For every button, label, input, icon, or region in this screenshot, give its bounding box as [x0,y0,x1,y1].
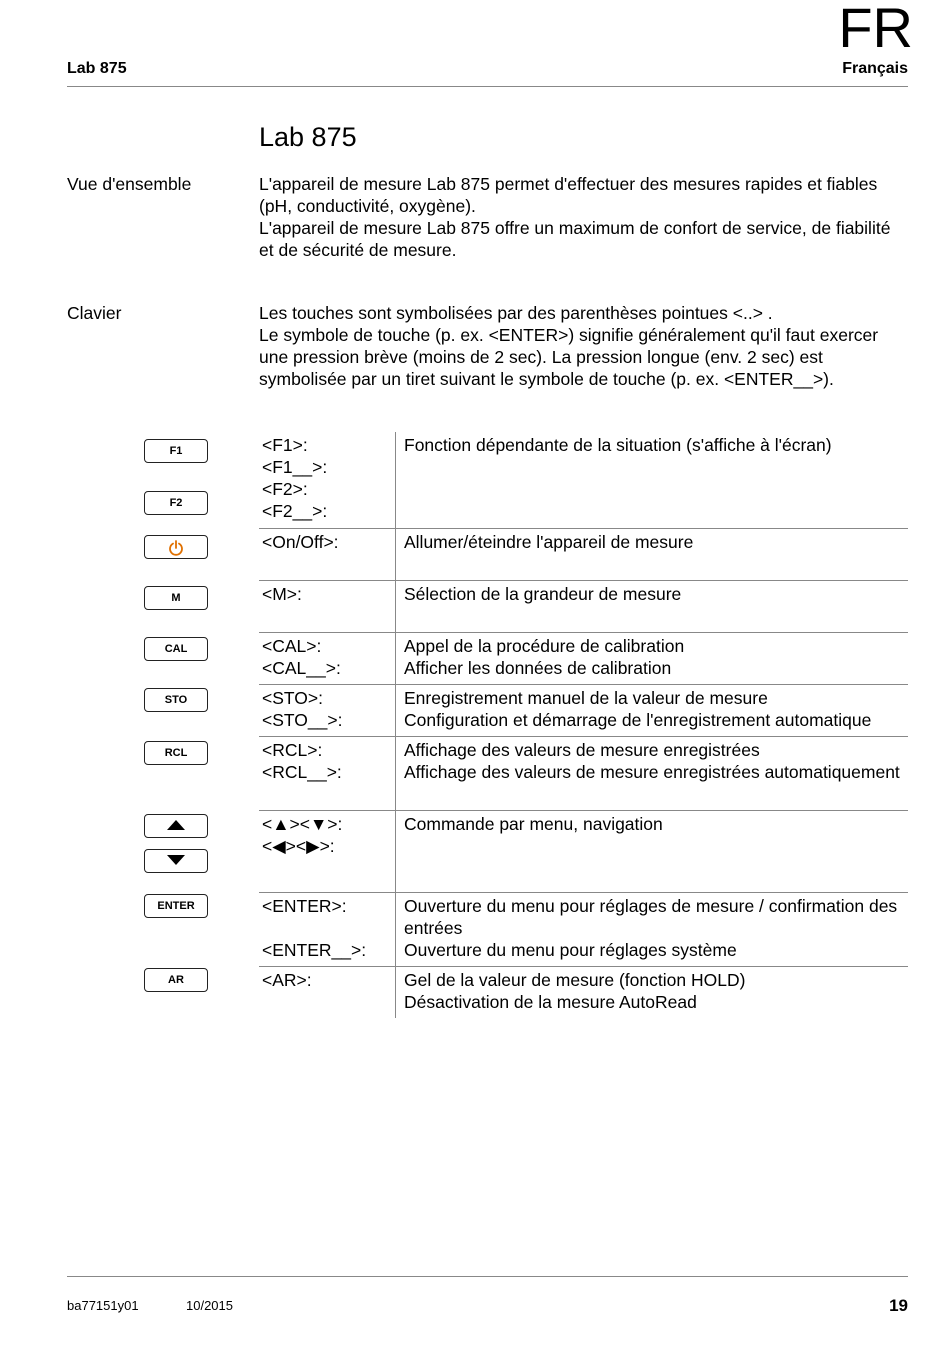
key-cell [259,893,395,966]
key-cell [259,432,395,528]
keyboard-label: Clavier [67,303,122,323]
key-description: Allumer/éteindre l'appareil de mesure [404,532,694,552]
key-row-ar [259,967,908,1018]
overview-line-2: L'appareil de mesure Lab 875 offre un maximum de confort de service, de fiabilité et de sécurité de mesure. [259,218,891,260]
key-label: <F1>: [262,435,308,455]
footer-rule [67,1276,908,1277]
ar-key[interactable]: AR [144,968,208,992]
language-code: FR [838,0,913,59]
key-description: Affichage des valeurs de mesure enregistrées [404,740,760,760]
key-label: <STO__>: [262,710,343,730]
key-row-enter [259,893,908,967]
key-description: Afficher les données de calibration [404,658,672,678]
key-label: <RCL>: [262,740,323,760]
key-label: <RCL__>: [262,762,342,782]
page-title: Lab 875 [259,122,357,152]
rcl-key[interactable]: RCL [144,741,208,765]
keyboard-line-2: Le symbole de touche (p. ex. <ENTER>) signifie généralement qu'il faut exercer une pression brève (moins de 2 sec). La pression longue (env. 2 sec) est symbolisée par un tiret suivant le symbole de touche (p. ex. <ENTER__>). [259,325,879,389]
key-cell [259,529,395,580]
key-label: <F2>: [262,479,308,499]
f1-key[interactable]: F1 [144,439,208,463]
key-cell [259,581,395,632]
overview-label: Vue d'ensemble [67,174,192,194]
enter-key[interactable]: ENTER [144,894,208,918]
overview-text [259,173,909,261]
page-number: 19 [889,1296,908,1315]
key-row-sto [259,685,908,737]
key-description: Ouverture du menu pour réglages de mesure / confirmation des entrées [404,896,898,938]
down-key[interactable] [144,849,208,873]
power-icon [168,540,184,556]
power-key[interactable] [144,535,208,559]
key-label: <◀><▶>: [262,836,335,856]
header-rule [67,86,908,87]
header-language: Français [842,60,908,77]
sto-key[interactable]: STO [144,688,208,712]
key-label: <F2__>: [262,501,328,521]
desc-cell [395,685,908,736]
cal-key[interactable]: CAL [144,637,208,661]
key-label: <On/Off>: [262,532,339,552]
desc-cell [395,432,908,528]
key-label: <▲><▼>: [262,814,343,834]
key-label: <CAL>: [262,636,322,656]
overview-line-1: L'appareil de mesure Lab 875 permet d'effectuer des mesures rapides et fiables (pH, conductivité, oxygène). [259,174,878,216]
key-description: Fonction dépendante de la situation (s'affiche à l'écran) [404,435,832,455]
key-cell [259,967,395,1018]
key-cell [259,685,395,736]
key-description: Ouverture du menu pour réglages système [404,940,737,960]
header-product: Lab 875 [67,60,127,77]
footer-date: 10/2015 [186,1298,233,1313]
triangle-up-icon [166,819,186,831]
desc-cell [395,633,908,684]
desc-cell [395,529,908,580]
up-key[interactable] [144,814,208,838]
key-label: <M>: [262,584,302,604]
desc-cell [395,967,908,1018]
f2-key[interactable]: F2 [144,491,208,515]
key-description: Affichage des valeurs de mesure enregistrées automatiquement [404,762,900,782]
key-description: Configuration et démarrage de l'enregistrement automatique [404,710,872,730]
key-description: Sélection de la grandeur de mesure [404,584,682,604]
desc-cell [395,737,908,810]
key-label: <CAL__>: [262,658,341,678]
desc-cell [395,581,908,632]
key-cell [259,737,395,810]
key-row-nav [259,811,908,893]
key-row-f [259,432,908,529]
key-description: Désactivation de la mesure AutoRead [404,992,697,1012]
key-description: Gel de la valeur de mesure (fonction HOLD) [404,970,746,990]
desc-cell [395,893,908,966]
m-key[interactable]: M [144,586,208,610]
key-label: <STO>: [262,688,323,708]
key-description: Commande par menu, navigation [404,814,663,834]
key-row-onoff [259,529,908,581]
triangle-down-icon [166,854,186,866]
key-table [259,432,908,1018]
key-cell [259,811,395,892]
key-label: <ENTER__>: [262,940,367,960]
key-label: <F1__>: [262,457,328,477]
key-spacer [262,917,395,939]
key-row-rcl [259,737,908,811]
key-label: <AR>: [262,970,312,990]
keyboard-line-1: Les touches sont symbolisées par des parenthèses pointues <..> . [259,303,773,323]
key-label: <ENTER>: [262,896,347,916]
key-row-m [259,581,908,633]
keyboard-text [259,302,909,390]
footer-doc-id: ba77151y01 [67,1298,139,1313]
key-description: Appel de la procédure de calibration [404,636,685,656]
key-description: Enregistrement manuel de la valeur de mesure [404,688,768,708]
desc-cell [395,811,908,892]
key-row-cal [259,633,908,685]
key-cell [259,633,395,684]
